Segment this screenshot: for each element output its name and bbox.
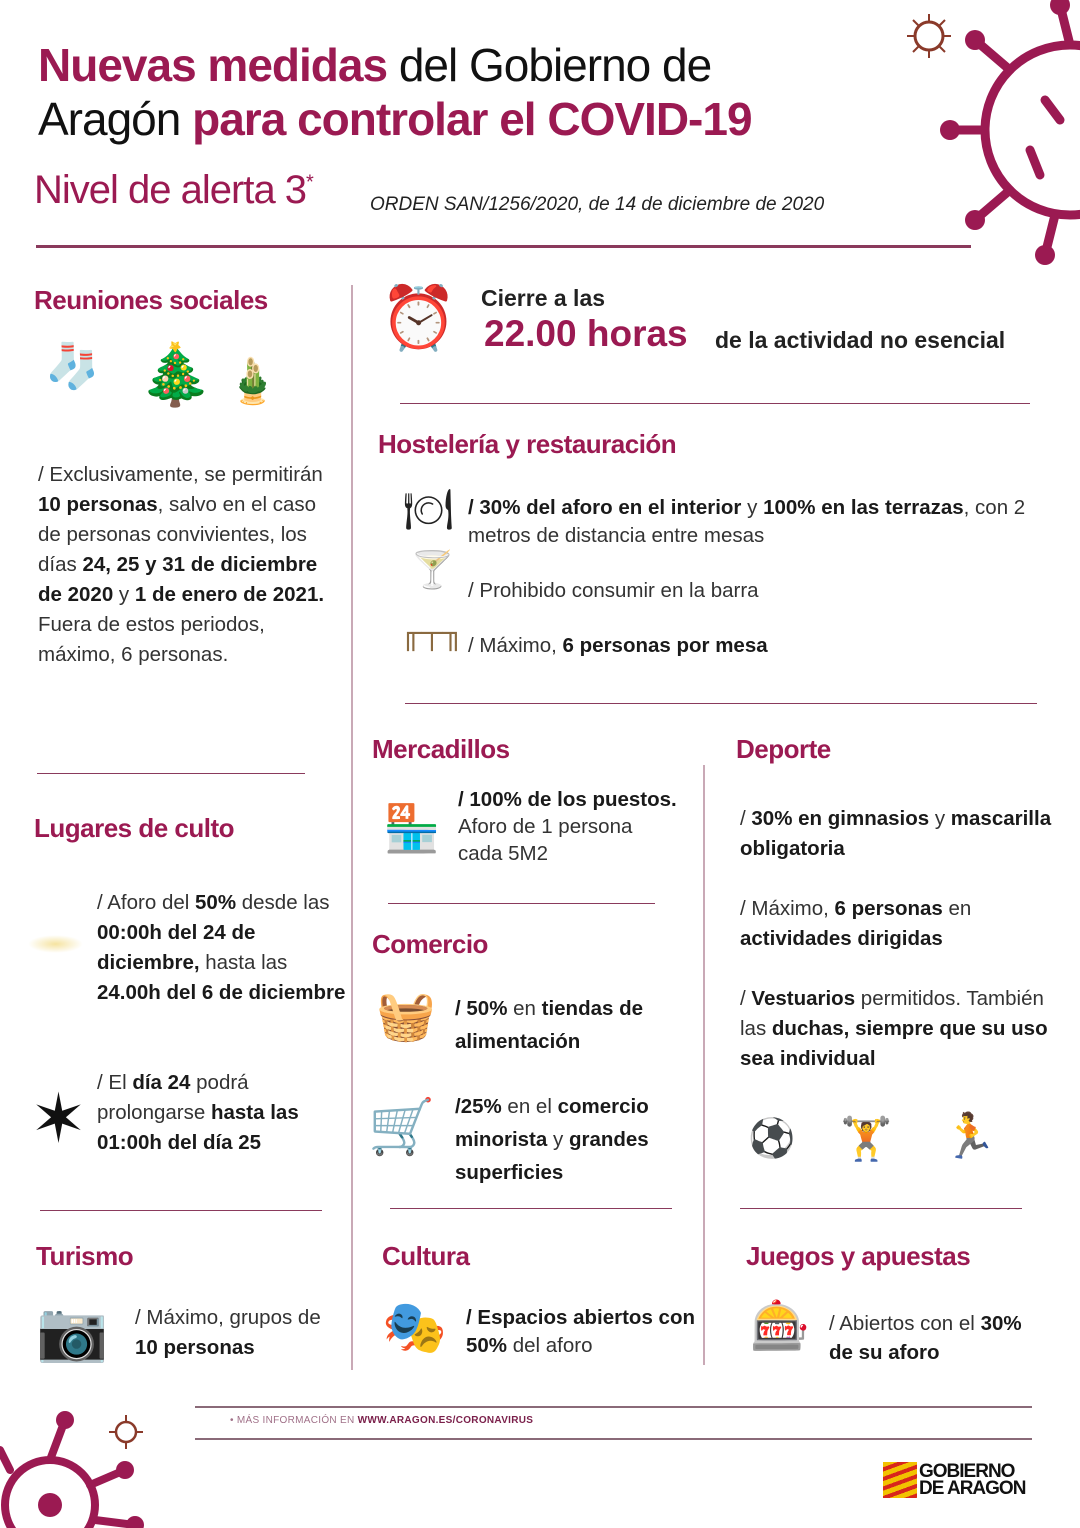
star-icon: ✶: [30, 1081, 87, 1157]
grocery-basket-icon: 🧺: [376, 990, 436, 1043]
section-title-reuniones: Reuniones sociales: [34, 285, 268, 315]
section-title-hosteleria: Hostelería y restauración: [378, 429, 677, 459]
hosteleria-item-2: [468, 576, 759, 606]
bold-text: 100% en las terrazas: [763, 496, 964, 519]
bold-text: / Espacios abiertos con 50%: [466, 1306, 695, 1357]
food-cloche-icon: 🍽: [403, 488, 454, 532]
alarm-clock-icon: ⏰: [380, 284, 458, 353]
divider: [40, 1210, 322, 1211]
market-stall-icon: 🏪: [383, 802, 441, 854]
christmas-ornaments-icon: 🎍: [225, 357, 280, 406]
bold-text: 24.00h del 6 de diciembre: [97, 981, 346, 1004]
divider: [400, 403, 1030, 404]
text: del Gobierno de: [387, 39, 712, 91]
bold-text: duchas, siempre que su uso sea individual: [740, 1017, 1048, 1070]
bold-text: 24, 25 y 31 de diciembre de 2020: [38, 553, 318, 606]
aragon-flag-icon: [883, 1462, 917, 1498]
christmas-stocking-icon: 🧦: [45, 342, 100, 391]
deporte-item-3: [740, 984, 1060, 1074]
text: Fuera de estos periodos, máximo, 6 personas.: [38, 613, 265, 666]
bold-text: 00:00h del 24 de diciembre,: [97, 921, 256, 974]
runner-icon: 🏃: [942, 1112, 997, 1161]
deporte-item-2: [740, 894, 1060, 954]
section-title-mercadillos: Mercadillos: [372, 734, 510, 764]
text: y: [929, 807, 951, 830]
small-virus-icon: [905, 12, 953, 60]
coronavirus-link[interactable]: WWW.ARAGON.ES/CORONAVIRUS: [357, 1415, 534, 1426]
text: / Exclusivamente, se permitirán: [38, 463, 323, 486]
divider: [740, 1208, 1022, 1209]
text: del aforo: [507, 1334, 593, 1357]
text: Aforo de 1 persona cada 5M2: [458, 815, 633, 865]
bold-text: 30% en gimnasios: [751, 807, 930, 830]
bold-text: Vestuarios: [751, 987, 856, 1010]
text: , salvo en el caso de personas convivientes, los días: [38, 493, 317, 576]
bold-text: actividades dirigidas: [740, 927, 943, 950]
mercadillos-text: [458, 786, 678, 867]
text: /: [740, 987, 752, 1010]
theater-masks-icon: 🎭: [382, 1299, 447, 1357]
more-info: • MÁS INFORMACIÓN EN WWW.ARAGON.ES/CORONAVIRUS: [230, 1415, 534, 1426]
text: en: [942, 897, 972, 920]
hosteleria-item-1: [468, 494, 1028, 550]
text: Aragón: [38, 93, 193, 145]
bold-text: comercio minorista: [455, 1095, 649, 1151]
closing-time: 22.00 horas: [484, 313, 688, 354]
bold-text: 10 personas: [135, 1336, 255, 1359]
text: / Máximo,: [468, 634, 563, 657]
virus-icon: [935, 0, 1080, 265]
column-divider: [703, 765, 705, 1365]
text: / Abiertos con el: [829, 1312, 981, 1335]
bold-text: / 30% del aforo en el interior: [468, 496, 742, 519]
bold-text: 50%: [195, 891, 237, 914]
camera-icon: 📷: [36, 1299, 109, 1364]
text: permitidos. También las: [740, 987, 1044, 1040]
text: en el: [501, 1095, 558, 1118]
text: / El: [97, 1071, 133, 1094]
text: y: [547, 1128, 569, 1151]
shopping-cart-icon: 🛒: [368, 1097, 436, 1157]
closing-post: de la actividad no esencial: [715, 327, 1006, 353]
section-title-culto: Lugares de culto: [34, 813, 235, 843]
culto-text-1: [97, 888, 347, 1008]
title-line-1: [38, 38, 711, 92]
text: / Máximo, grupos de: [135, 1306, 321, 1329]
bold-text: mascarilla obligatoria: [740, 807, 1052, 860]
text: desde las: [236, 891, 330, 914]
bold-text: / 100% de los puestos.: [458, 788, 677, 811]
divider: [36, 245, 971, 248]
text: , con 2 metros de distancia entre mesas: [468, 496, 1026, 547]
title-line-2: [38, 92, 752, 146]
bold-text: grandes superficies: [455, 1128, 649, 1184]
text: / Prohibido consumir en la barra: [468, 579, 759, 602]
divider: [405, 703, 1037, 704]
bold-text: 30% de su aforo: [829, 1312, 1022, 1364]
reuniones-text: [38, 460, 328, 670]
more-info-label: MÁS INFORMACIÓN EN: [236, 1415, 358, 1426]
culto-text-2: [97, 1068, 337, 1158]
text: y: [113, 583, 135, 606]
small-virus-icon: [108, 1414, 144, 1450]
section-title-juegos: Juegos y apuestas: [746, 1241, 971, 1271]
text: /: [740, 807, 752, 830]
bold-text: 6 personas por mesa: [562, 634, 768, 657]
bold-text: /25%: [455, 1095, 502, 1118]
christmas-tree-icon: 🎄: [138, 341, 213, 408]
table-chairs-icon: ╓┬╖: [400, 616, 464, 649]
column-divider: [351, 285, 353, 1370]
text: y: [741, 496, 764, 519]
bold-text: 10 personas: [38, 493, 158, 516]
bold-text: hasta las 01:00h del día 25: [97, 1101, 299, 1154]
text: podrá prolongarse: [97, 1071, 249, 1124]
divider: [388, 903, 655, 904]
bold-text: 1 de enero de 2021.: [134, 583, 325, 606]
bold-text: 6 personas: [834, 897, 943, 920]
bold-text: Nuevas medidas: [38, 39, 388, 91]
order-reference: ORDEN SAN/1256/2020, de 14 de diciembre de 2020: [370, 194, 825, 215]
cocktail-icon: 🍸: [410, 549, 455, 590]
turismo-text: [135, 1303, 335, 1363]
weightlifter-icon: 🏋: [840, 1115, 893, 1162]
hosteleria-item-3: [468, 631, 768, 661]
comercio-item-1: [455, 992, 695, 1058]
divider: [195, 1438, 1032, 1440]
gobierno-aragon-logo: [883, 1462, 1025, 1498]
alert-asterisk: *: [306, 171, 313, 194]
section-title-cultura: Cultura: [382, 1241, 470, 1271]
poker-chips-icon: 🎰: [750, 1300, 810, 1353]
logo-text: GOBIERNO DE ARAGON: [919, 1461, 1026, 1499]
cultura-text: [466, 1304, 696, 1360]
bold-text: para controlar el COVID-19: [192, 93, 752, 145]
text: en: [507, 997, 542, 1020]
bold-text: / 50%: [455, 997, 508, 1020]
text: / Aforo del: [97, 891, 196, 914]
text: / Máximo,: [740, 897, 835, 920]
deporte-item-1: [740, 804, 1060, 864]
text: hasta las: [199, 951, 288, 974]
divider: [195, 1406, 1032, 1408]
section-title-turismo: Turismo: [36, 1241, 134, 1271]
soccer-ball-icon: ⚽: [748, 1118, 796, 1160]
bold-text: tiendas de alimentación: [455, 997, 644, 1053]
alert-level: [34, 168, 313, 213]
closing-pre: Cierre a las: [481, 285, 606, 311]
divider: [390, 1208, 672, 1209]
section-title-comercio: Comercio: [372, 929, 488, 959]
bold-text: día 24: [132, 1071, 191, 1094]
comercio-item-2: [455, 1090, 695, 1189]
section-title-deporte: Deporte: [736, 734, 831, 764]
alert-level-text: Nivel de alerta 3: [34, 168, 307, 212]
sparkle-icon: [28, 935, 83, 953]
juegos-text: [829, 1309, 1029, 1367]
divider: [37, 773, 305, 774]
